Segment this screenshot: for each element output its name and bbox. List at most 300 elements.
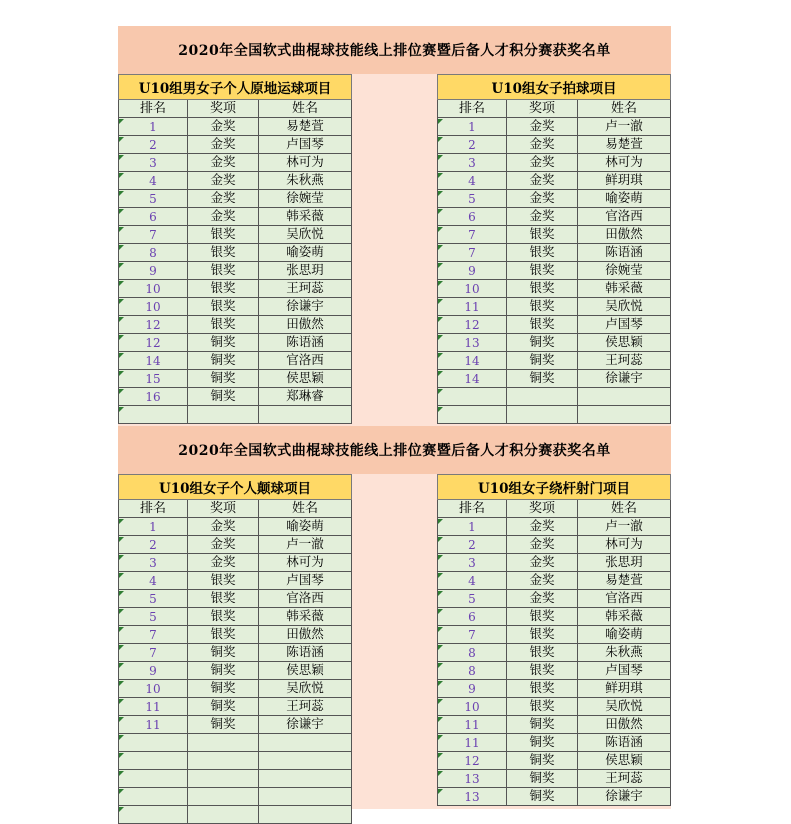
name-cell[interactable]: 王珂蕊	[259, 280, 352, 298]
table-row	[437, 388, 671, 406]
award-cell[interactable]: 金奖	[507, 118, 578, 136]
table-body	[118, 518, 352, 824]
table-row	[118, 662, 352, 680]
header-rank[interactable]: 排名	[118, 500, 188, 518]
table-row	[437, 590, 671, 608]
name-cell[interactable]: 官洛西	[578, 208, 671, 226]
rank-text: 10	[464, 281, 480, 296]
name-cell[interactable]: 张思玥	[578, 554, 671, 572]
name-cell[interactable]: 吴欣悦	[259, 226, 352, 244]
award-cell[interactable]: 铜奖	[507, 788, 578, 806]
award-cell[interactable]: 金奖	[188, 536, 259, 554]
rank-cell[interactable]	[118, 608, 188, 626]
table-row	[118, 572, 352, 590]
error-indicator-icon	[438, 717, 443, 722]
award-cell[interactable]: 银奖	[188, 226, 259, 244]
name-cell[interactable]: 韩采薇	[259, 208, 352, 226]
rank-cell[interactable]	[437, 770, 507, 788]
table-dribble	[118, 74, 352, 424]
rank-cell[interactable]	[437, 626, 507, 644]
name-cell[interactable]: 陈语涵	[259, 334, 352, 352]
table-row	[118, 154, 352, 172]
award-cell[interactable]: 铜奖	[188, 716, 259, 734]
award-cell[interactable]: 银奖	[188, 572, 259, 590]
name-cell[interactable]: 卢国琴	[259, 572, 352, 590]
rank-cell[interactable]	[118, 406, 188, 424]
rank-cell[interactable]	[437, 608, 507, 626]
award-cell[interactable]: 银奖	[507, 244, 578, 262]
table-row	[118, 334, 352, 352]
award-cell[interactable]: 银奖	[188, 262, 259, 280]
error-indicator-icon	[119, 699, 124, 704]
name-cell[interactable]: 朱秋燕	[578, 644, 671, 662]
name-cell[interactable]: 徐谦宇	[578, 788, 671, 806]
rank-cell[interactable]	[437, 370, 507, 388]
error-indicator-icon	[438, 555, 443, 560]
rank-text: 4	[149, 173, 157, 188]
name-cell[interactable]: 徐婉莹	[259, 190, 352, 208]
rank-cell[interactable]	[437, 262, 507, 280]
name-cell[interactable]: 鲜玥琪	[578, 680, 671, 698]
rank-text: 15	[145, 371, 161, 386]
rank-cell[interactable]	[437, 536, 507, 554]
rank-cell[interactable]	[118, 572, 188, 590]
award-cell[interactable]: 金奖	[507, 536, 578, 554]
header-name[interactable]: 姓名	[259, 500, 352, 518]
rank-cell[interactable]	[437, 154, 507, 172]
rank-text: 12	[145, 317, 161, 332]
name-cell[interactable]: 田傲然	[578, 226, 671, 244]
award-cell[interactable]: 铜奖	[507, 752, 578, 770]
award-cell[interactable]: 银奖	[188, 316, 259, 334]
rank-cell[interactable]	[437, 554, 507, 572]
rank-cell[interactable]	[118, 770, 188, 788]
name-cell[interactable]: 卢一澈	[259, 536, 352, 554]
name-cell[interactable]: 林可为	[578, 154, 671, 172]
name-cell[interactable]: 易楚萱	[578, 572, 671, 590]
error-indicator-icon	[119, 263, 124, 268]
rank-cell[interactable]	[118, 226, 188, 244]
error-indicator-icon	[119, 717, 124, 722]
header-award[interactable]: 奖项	[188, 500, 259, 518]
award-cell[interactable]: 铜奖	[188, 370, 259, 388]
rank-cell[interactable]	[118, 680, 188, 698]
award-cell[interactable]: 铜奖	[188, 334, 259, 352]
name-cell[interactable]: 林可为	[259, 154, 352, 172]
error-indicator-icon	[119, 609, 124, 614]
rank-text: 7	[149, 227, 157, 242]
award-cell[interactable]: 银奖	[507, 262, 578, 280]
table-row	[118, 698, 352, 716]
award-cell[interactable]: 金奖	[507, 572, 578, 590]
name-cell[interactable]: 喻姿萌	[259, 244, 352, 262]
name-cell[interactable]: 陈语涵	[259, 644, 352, 662]
award-cell[interactable]: 铜奖	[188, 388, 259, 406]
award-cell[interactable]	[188, 752, 259, 770]
name-cell[interactable]: 徐婉莹	[578, 262, 671, 280]
rank-cell[interactable]	[118, 334, 188, 352]
award-cell[interactable]	[507, 388, 578, 406]
header-rank[interactable]: 排名	[437, 500, 507, 518]
award-cell[interactable]: 银奖	[188, 590, 259, 608]
rank-cell[interactable]	[118, 244, 188, 262]
name-cell[interactable]: 吴欣悦	[259, 680, 352, 698]
rank-cell[interactable]	[437, 662, 507, 680]
name-cell[interactable]: 徐谦宇	[259, 298, 352, 316]
table-row	[118, 262, 352, 280]
error-indicator-icon	[119, 155, 124, 160]
table-row	[118, 644, 352, 662]
table-row	[118, 608, 352, 626]
name-cell[interactable]: 韩采薇	[259, 608, 352, 626]
award-cell[interactable]: 银奖	[507, 280, 578, 298]
rank-cell[interactable]	[118, 136, 188, 154]
table-row	[118, 352, 352, 370]
name-cell[interactable]: 张思玥	[259, 262, 352, 280]
table-row	[118, 770, 352, 788]
error-indicator-icon	[119, 771, 124, 776]
name-cell[interactable]: 喻姿萌	[259, 518, 352, 536]
name-cell[interactable]: 易楚萱	[259, 118, 352, 136]
award-cell[interactable]: 银奖	[188, 626, 259, 644]
award-cell[interactable]: 金奖	[507, 172, 578, 190]
rank-cell[interactable]	[118, 698, 188, 716]
rank-text: 10	[464, 699, 480, 714]
rank-text: 9	[149, 263, 157, 278]
header-rank[interactable]: 排名	[437, 100, 507, 118]
rank-cell[interactable]	[118, 172, 188, 190]
header-rank[interactable]: 排名	[118, 100, 188, 118]
rank-cell[interactable]	[437, 190, 507, 208]
section-2-title: 2020年全国软式曲棍球技能线上排位赛暨后备人才积分赛获奖名单	[118, 426, 671, 474]
rank-text: 10	[145, 681, 161, 696]
rank-cell[interactable]	[118, 752, 188, 770]
table-row	[437, 136, 671, 154]
error-indicator-icon	[438, 735, 443, 740]
name-cell[interactable]: 王珂蕊	[578, 352, 671, 370]
rank-cell[interactable]	[118, 154, 188, 172]
name-cell[interactable]: 郑琳睿	[259, 388, 352, 406]
name-cell[interactable]	[259, 734, 352, 752]
name-cell[interactable]: 陈语涵	[578, 734, 671, 752]
spreadsheet	[118, 26, 671, 809]
rank-cell[interactable]	[437, 406, 507, 424]
award-cell[interactable]: 金奖	[507, 518, 578, 536]
rank-cell[interactable]	[437, 298, 507, 316]
rank-cell[interactable]	[437, 590, 507, 608]
table-row	[118, 208, 352, 226]
name-cell[interactable]: 侯思颖	[578, 752, 671, 770]
table-row	[118, 734, 352, 752]
name-cell[interactable]: 侯思颖	[259, 662, 352, 680]
table-slalom-shoot-title: U10组女子绕杆射门项目	[437, 474, 671, 500]
name-cell[interactable]: 陈语涵	[578, 244, 671, 262]
table-row	[437, 554, 671, 572]
name-cell[interactable]: 林可为	[578, 536, 671, 554]
award-cell[interactable]: 铜奖	[507, 716, 578, 734]
table-row	[437, 208, 671, 226]
table-row	[437, 644, 671, 662]
award-cell[interactable]: 铜奖	[507, 770, 578, 788]
award-cell[interactable]: 金奖	[188, 172, 259, 190]
error-indicator-icon	[438, 519, 443, 524]
rank-text: 6	[149, 209, 157, 224]
rank-text: 6	[468, 209, 476, 224]
rank-cell[interactable]	[437, 716, 507, 734]
rank-cell[interactable]	[437, 244, 507, 262]
rank-text: 13	[464, 771, 480, 786]
rank-cell[interactable]	[118, 716, 188, 734]
award-cell[interactable]: 银奖	[507, 698, 578, 716]
rank-cell[interactable]	[437, 680, 507, 698]
rank-cell[interactable]	[437, 280, 507, 298]
rank-cell[interactable]	[118, 262, 188, 280]
table-row	[437, 298, 671, 316]
award-cell[interactable]: 金奖	[507, 190, 578, 208]
table-row	[437, 626, 671, 644]
award-cell[interactable]: 金奖	[507, 554, 578, 572]
error-indicator-icon	[119, 807, 124, 812]
table-header-row	[118, 500, 352, 518]
header-name[interactable]: 姓名	[578, 100, 671, 118]
name-cell[interactable]: 吴欣悦	[578, 298, 671, 316]
name-cell[interactable]: 卢国琴	[259, 136, 352, 154]
rank-cell[interactable]	[437, 388, 507, 406]
name-cell[interactable]: 卢国琴	[578, 662, 671, 680]
error-indicator-icon	[119, 281, 124, 286]
error-indicator-icon	[119, 191, 124, 196]
error-indicator-icon	[438, 353, 443, 358]
error-indicator-icon	[438, 137, 443, 142]
rank-cell[interactable]	[437, 316, 507, 334]
error-indicator-icon	[438, 627, 443, 632]
table-row	[437, 262, 671, 280]
award-cell[interactable]: 铜奖	[188, 352, 259, 370]
name-cell[interactable]: 王珂蕊	[259, 698, 352, 716]
award-cell[interactable]: 银奖	[188, 280, 259, 298]
award-cell[interactable]: 银奖	[188, 608, 259, 626]
section-1-title: 2020年全国软式曲棍球技能线上排位赛暨后备人才积分赛获奖名单	[118, 26, 671, 74]
award-cell[interactable]: 铜奖	[507, 352, 578, 370]
name-cell[interactable]: 卢一澈	[578, 518, 671, 536]
table-row	[118, 752, 352, 770]
award-cell[interactable]	[188, 770, 259, 788]
name-cell[interactable]	[259, 788, 352, 806]
award-cell[interactable]: 金奖	[188, 190, 259, 208]
rank-cell[interactable]	[437, 734, 507, 752]
rank-cell[interactable]	[437, 172, 507, 190]
award-cell[interactable]: 银奖	[507, 680, 578, 698]
rank-text: 8	[468, 663, 476, 678]
name-cell[interactable]: 卢一澈	[578, 118, 671, 136]
rank-cell[interactable]	[118, 190, 188, 208]
rank-cell[interactable]	[118, 388, 188, 406]
rank-cell[interactable]	[118, 298, 188, 316]
award-cell[interactable]: 金奖	[188, 154, 259, 172]
rank-cell[interactable]	[118, 280, 188, 298]
rank-cell[interactable]	[118, 788, 188, 806]
rank-text: 14	[464, 371, 480, 386]
table-row	[437, 662, 671, 680]
name-cell[interactable]: 田傲然	[578, 716, 671, 734]
award-cell[interactable]: 金奖	[188, 208, 259, 226]
award-cell[interactable]: 金奖	[507, 590, 578, 608]
name-cell[interactable]: 朱秋燕	[259, 172, 352, 190]
award-cell[interactable]: 金奖	[188, 554, 259, 572]
award-cell[interactable]: 金奖	[507, 154, 578, 172]
rank-cell[interactable]	[437, 788, 507, 806]
award-cell[interactable]: 金奖	[188, 136, 259, 154]
rank-text: 5	[149, 191, 157, 206]
error-indicator-icon	[438, 645, 443, 650]
name-cell[interactable]	[259, 406, 352, 424]
error-indicator-icon	[119, 573, 124, 578]
rank-cell[interactable]	[437, 352, 507, 370]
name-cell[interactable]: 侯思颖	[578, 334, 671, 352]
rank-cell[interactable]	[437, 644, 507, 662]
award-cell[interactable]: 铜奖	[507, 334, 578, 352]
award-cell[interactable]: 金奖	[188, 518, 259, 536]
name-cell[interactable]	[259, 770, 352, 788]
table-row	[437, 226, 671, 244]
error-indicator-icon	[438, 209, 443, 214]
name-cell[interactable]: 田傲然	[259, 316, 352, 334]
name-cell[interactable]	[259, 752, 352, 770]
header-name[interactable]: 姓名	[578, 500, 671, 518]
rank-cell[interactable]	[118, 590, 188, 608]
award-cell[interactable]: 铜奖	[188, 680, 259, 698]
name-cell[interactable]: 鲜玥琪	[578, 172, 671, 190]
name-cell[interactable]: 易楚萱	[578, 136, 671, 154]
error-indicator-icon	[438, 663, 443, 668]
award-cell[interactable]: 铜奖	[188, 698, 259, 716]
award-cell[interactable]: 银奖	[507, 226, 578, 244]
error-indicator-icon	[119, 299, 124, 304]
award-cell[interactable]: 银奖	[188, 244, 259, 262]
award-cell[interactable]: 金奖	[507, 208, 578, 226]
rank-cell[interactable]	[437, 334, 507, 352]
name-cell[interactable]: 田傲然	[259, 626, 352, 644]
name-cell[interactable]: 官洛西	[259, 590, 352, 608]
award-cell[interactable]: 银奖	[507, 316, 578, 334]
rank-cell[interactable]	[118, 536, 188, 554]
rank-text: 5	[149, 609, 157, 624]
award-cell[interactable]: 银奖	[507, 662, 578, 680]
award-cell[interactable]: 金奖	[188, 118, 259, 136]
name-cell[interactable]: 韩采薇	[578, 280, 671, 298]
name-cell[interactable]: 徐谦宇	[578, 370, 671, 388]
award-cell[interactable]	[188, 734, 259, 752]
rank-cell[interactable]	[118, 734, 188, 752]
table-row	[118, 406, 352, 424]
award-cell[interactable]	[188, 406, 259, 424]
name-cell[interactable]: 徐谦宇	[259, 716, 352, 734]
table-row	[437, 698, 671, 716]
rank-cell[interactable]	[437, 698, 507, 716]
award-cell[interactable]: 铜奖	[188, 662, 259, 680]
error-indicator-icon	[438, 753, 443, 758]
header-name[interactable]: 姓名	[259, 100, 352, 118]
rank-cell[interactable]	[437, 752, 507, 770]
award-cell[interactable]: 银奖	[507, 626, 578, 644]
rank-cell[interactable]	[118, 644, 188, 662]
rank-cell[interactable]	[437, 136, 507, 154]
error-indicator-icon	[438, 155, 443, 160]
rank-cell[interactable]	[437, 118, 507, 136]
name-cell[interactable]: 卢国琴	[578, 316, 671, 334]
award-cell[interactable]	[188, 788, 259, 806]
table-row	[118, 370, 352, 388]
rank-cell[interactable]	[118, 316, 188, 334]
error-indicator-icon	[438, 335, 443, 340]
award-cell[interactable]: 铜奖	[507, 370, 578, 388]
rank-text: 10	[145, 299, 161, 314]
table-header-row	[437, 500, 671, 518]
name-cell[interactable]: 侯思颖	[259, 370, 352, 388]
rank-cell[interactable]	[118, 626, 188, 644]
rank-cell[interactable]	[437, 518, 507, 536]
error-indicator-icon	[438, 191, 443, 196]
rank-cell[interactable]	[118, 352, 188, 370]
award-cell[interactable]: 银奖	[507, 608, 578, 626]
rank-text: 4	[468, 173, 476, 188]
name-cell[interactable]	[578, 388, 671, 406]
header-award[interactable]: 奖项	[507, 100, 578, 118]
rank-cell[interactable]	[118, 208, 188, 226]
header-award[interactable]: 奖项	[188, 100, 259, 118]
award-cell[interactable]: 金奖	[507, 136, 578, 154]
table-row	[118, 716, 352, 734]
name-cell[interactable]: 吴欣悦	[578, 698, 671, 716]
table-body	[118, 118, 352, 424]
rank-cell[interactable]	[118, 118, 188, 136]
award-cell[interactable]: 银奖	[507, 644, 578, 662]
name-cell[interactable]: 官洛西	[259, 352, 352, 370]
name-cell[interactable]: 王珂蕊	[578, 770, 671, 788]
name-cell[interactable]: 喻姿萌	[578, 626, 671, 644]
name-cell[interactable]: 韩采薇	[578, 608, 671, 626]
rank-cell[interactable]	[118, 518, 188, 536]
name-cell[interactable]: 林可为	[259, 554, 352, 572]
award-cell[interactable]	[507, 406, 578, 424]
rank-cell[interactable]	[118, 554, 188, 572]
award-cell[interactable]: 银奖	[188, 298, 259, 316]
rank-cell[interactable]	[437, 226, 507, 244]
award-cell[interactable]: 铜奖	[507, 734, 578, 752]
name-cell[interactable]: 喻姿萌	[578, 190, 671, 208]
rank-cell[interactable]	[118, 662, 188, 680]
table-row	[118, 280, 352, 298]
header-award[interactable]: 奖项	[507, 500, 578, 518]
error-indicator-icon	[119, 353, 124, 358]
error-indicator-icon	[438, 573, 443, 578]
table-row	[437, 118, 671, 136]
rank-cell[interactable]	[118, 370, 188, 388]
table-row	[437, 334, 671, 352]
error-indicator-icon	[119, 663, 124, 668]
error-indicator-icon	[119, 645, 124, 650]
rank-text: 3	[149, 155, 157, 170]
rank-cell[interactable]	[437, 572, 507, 590]
award-cell[interactable]: 银奖	[507, 298, 578, 316]
table-row	[118, 518, 352, 536]
rank-cell[interactable]	[437, 208, 507, 226]
table-row	[437, 172, 671, 190]
award-cell[interactable]: 铜奖	[188, 644, 259, 662]
name-cell[interactable]: 官洛西	[578, 590, 671, 608]
name-cell[interactable]	[578, 406, 671, 424]
rank-text: 13	[464, 335, 480, 350]
